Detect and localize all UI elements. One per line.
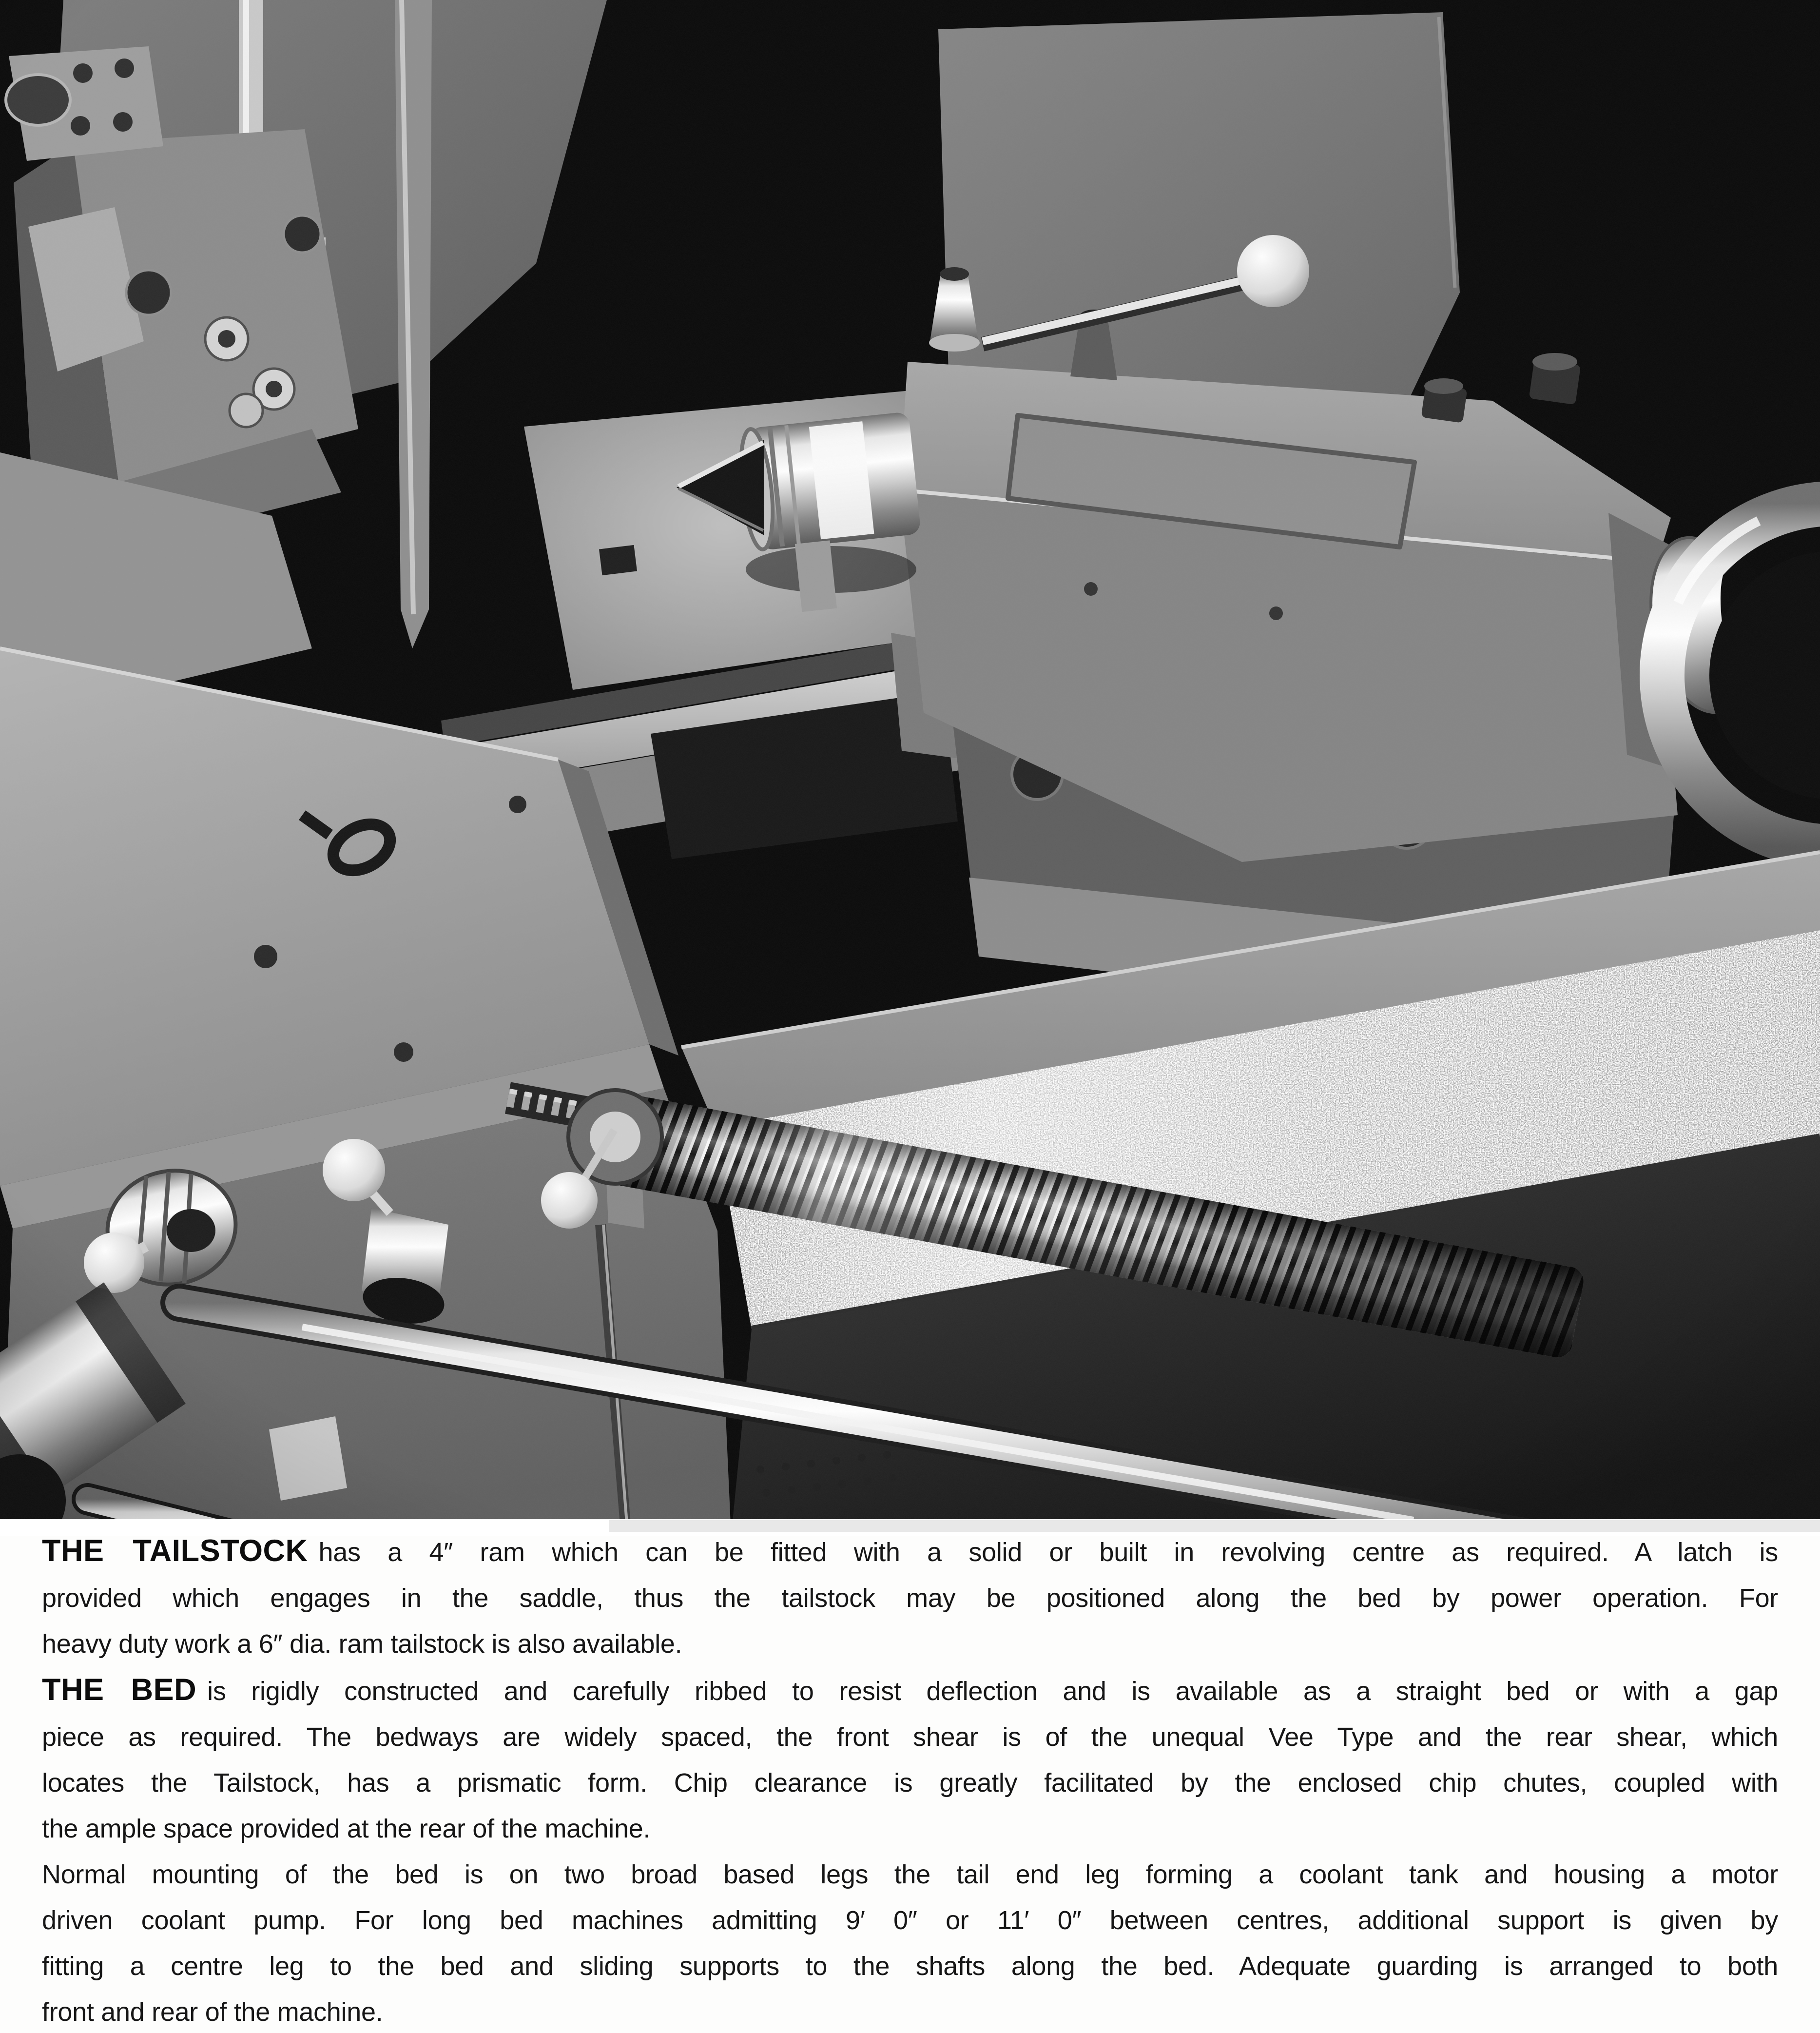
line-text: is rigidly constructed and carefully ribbed to resist deflection and is available as a straight bed or with a gap [207, 1677, 1778, 1706]
caption-text [0, 1528, 1820, 2033]
text-line [42, 1943, 1778, 1989]
text-line [42, 1714, 1778, 1760]
text-line [42, 1897, 1778, 1943]
line-text: provided which engages in the saddle, thus the tailstock may be positioned along the bed by power operation. For [42, 1583, 1778, 1613]
text-line [42, 1575, 1778, 1621]
paragraph-lead-tailstock: THE TAILSTOCK [42, 1534, 308, 1568]
text-line [42, 1760, 1778, 1806]
text-line [42, 1621, 1778, 1667]
line-text: has a 4″ ram which can be fitted with a solid or built in revolving centre as required. A latch is [318, 1538, 1779, 1567]
text-line [42, 1852, 1778, 1897]
text-line [42, 1989, 1778, 2033]
line-text: locates the Tailstock, has a prismatic form. Chip clearance is greatly facilitated by the enclosed chip chutes, coupled with [42, 1768, 1778, 1798]
line-text: driven coolant pump. For long bed machines admitting 9′ 0″ or 11′ 0″ between centres, additional support is given by [42, 1906, 1778, 1935]
paragraph-lead-bed: THE BED [42, 1673, 197, 1707]
line-text: the ample space provided at the rear of the machine. [42, 1814, 651, 1843]
line-text: front and rear of the machine. [42, 1997, 383, 2027]
line-text: piece as required. The bedways are widely spaced, the front shear is of the unequal Vee Type and the rear shear, which [42, 1722, 1778, 1752]
line-text: fitting a centre leg to the bed and sliding supports to the shafts along the bed. Adequate guarding is arranged to both [42, 1952, 1778, 1981]
line-text: Normal mounting of the bed is on two broad based legs the tail end leg forming a coolant tank and housing a motor [42, 1860, 1778, 1889]
text-line [42, 1806, 1778, 1852]
text-line [42, 1528, 1778, 1575]
line-text: heavy duty work a 6″ dia. ram tailstock is also available. [42, 1629, 682, 1659]
text-line [42, 1667, 1778, 1714]
